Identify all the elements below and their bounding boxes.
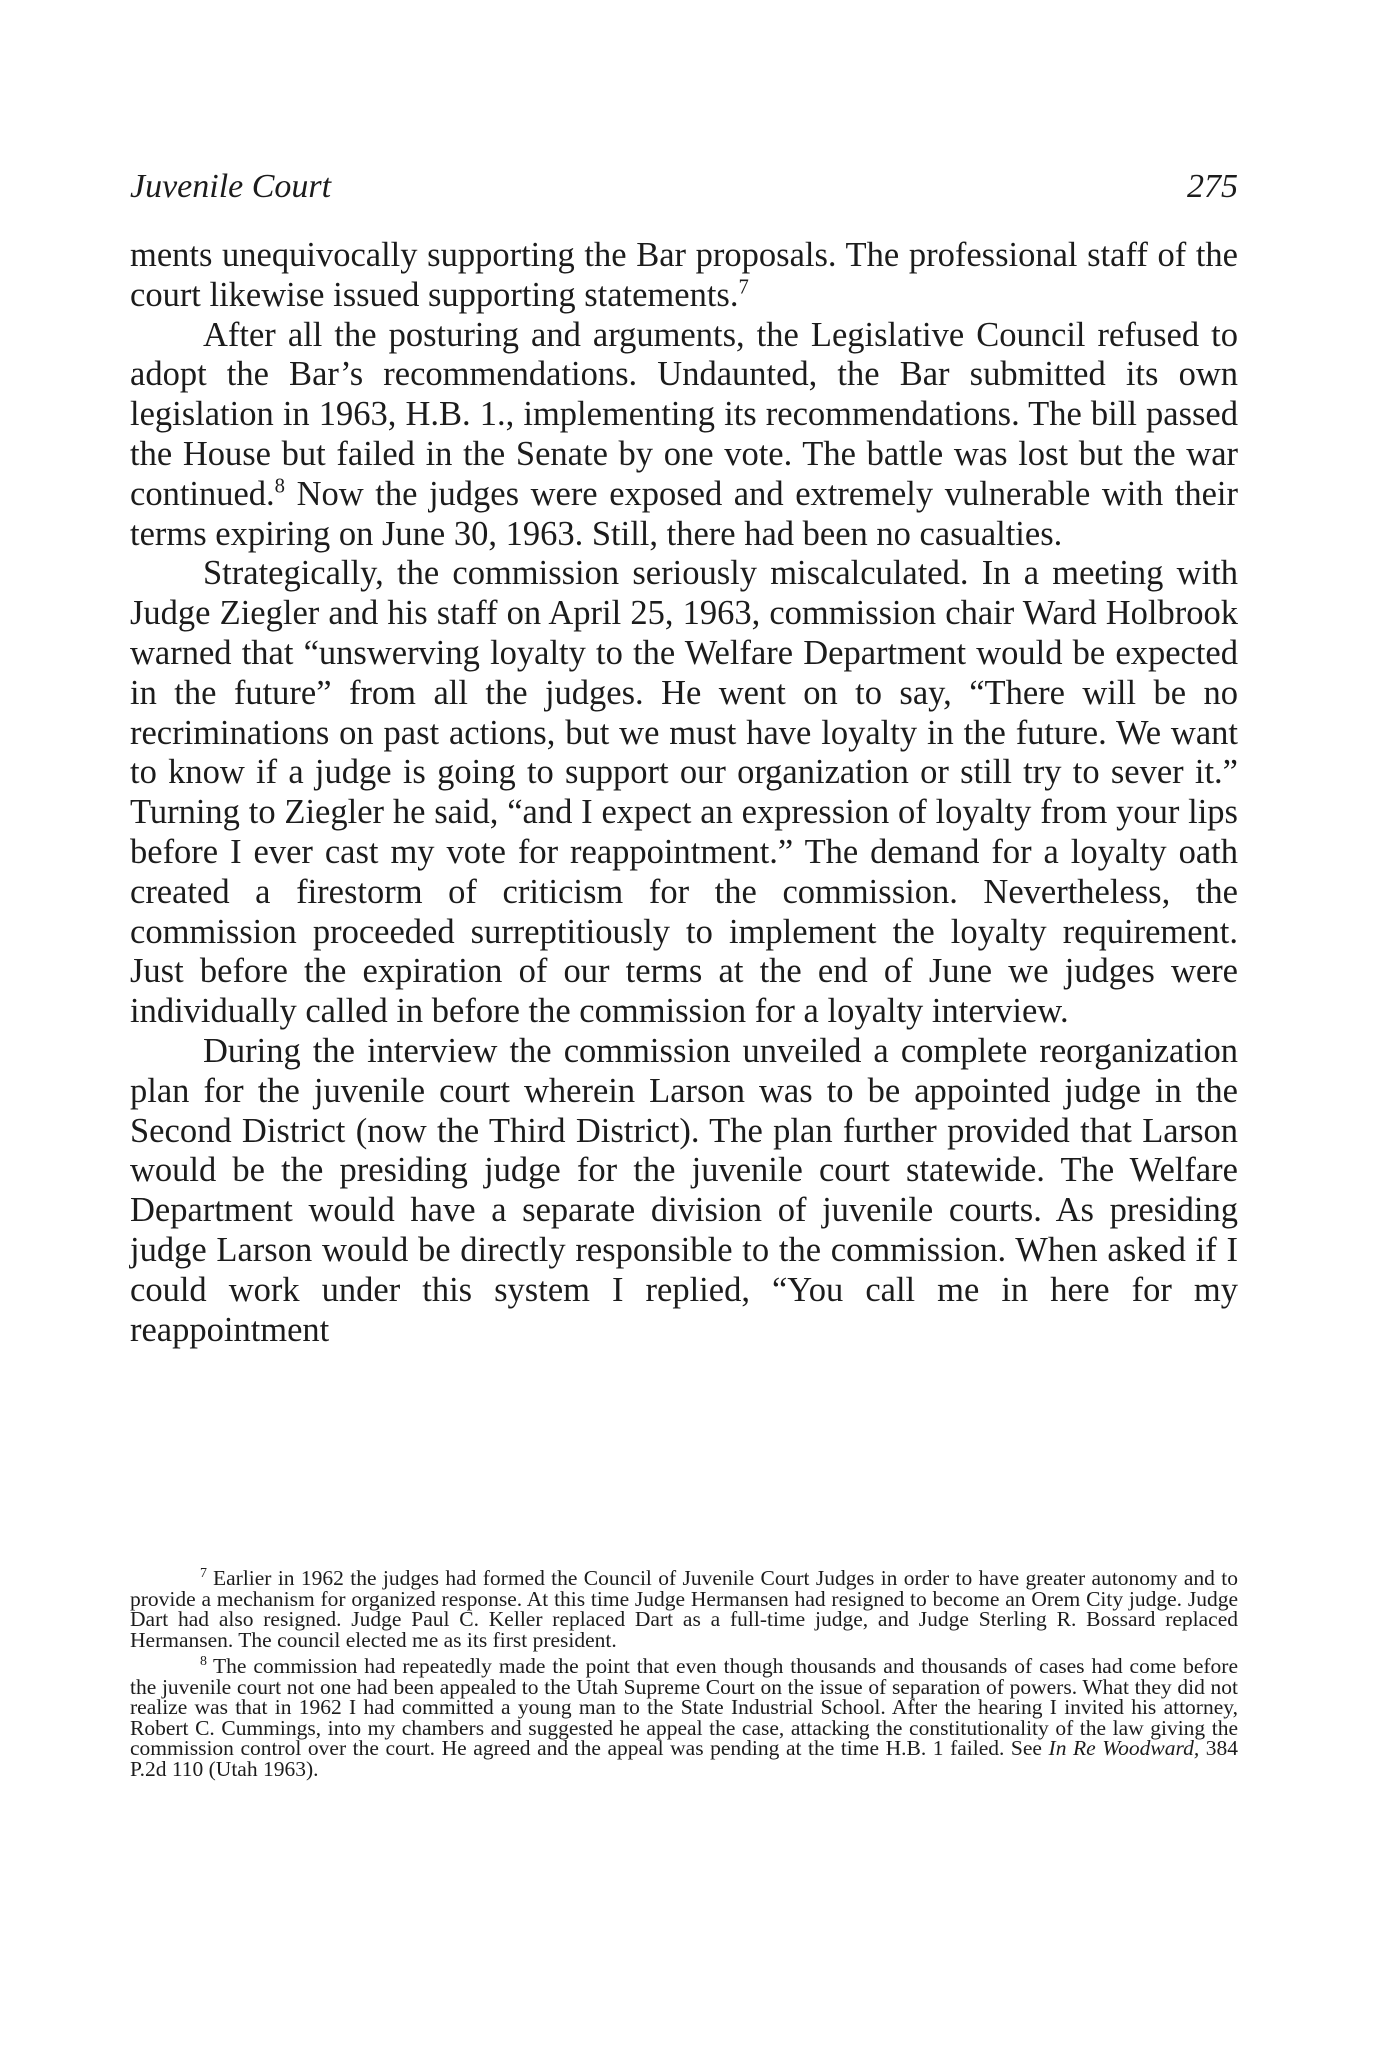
paragraph-continued	[130, 236, 1238, 316]
running-head: Juvenile Court	[130, 168, 332, 205]
footnote-text: Earlier in 1962 the judges had formed the Council of Juvenile Court Judges in order to have greater autonomy and to provide a mechanism for organized response. At this time Judge Hermansen had resigned to become an Orem City judge. Judge Dart had also resigned. Judge Paul C. Keller replaced Dart as a full-time judge, and Judge Sterling R. Bossard replaced Hermansen. The council elected me as its first president.	[130, 1566, 1238, 1652]
paragraph	[130, 316, 1238, 555]
page-header	[130, 168, 1238, 212]
body-text	[130, 236, 1238, 1350]
paragraph: Strategically, the commission seriously miscalculated. In a meeting with Judge Ziegler and his staff on April 25, 1963, commission chair Ward Holbrook warned that “unswerving loyalty to the Welfare Department would be expected in the future” from all the judges. He went on to say, “There will be no recriminations on past actions, but we must have loyalty in the future. We want to know if a judge is going to support our organization or still try to sever it.” Turning to Ziegler he said, “and I expect an expression of loyalty from your lips before I ever cast my vote for reappointment.” The demand for a loyalty oath created a firestorm of criticism for the commission. Nevertheless, the commission proceeded surreptitiously to implement the loyalty requirement. Just before the expiration of our terms at the end of June we judges were individually called in before the commission for a loyalty interview.	[130, 554, 1238, 1031]
footnote-marker: 8	[200, 1653, 207, 1669]
footnote-reference-7: 7	[738, 276, 749, 299]
paragraph-text: Now the judges were exposed and extremely vulnerable with their terms expiring on June 30, 1963. Still, there had been no casualties.	[130, 474, 1238, 553]
footnote-8	[130, 1653, 1239, 1781]
footnotes	[130, 1565, 1239, 1785]
footnote-text: The commission had repeatedly made the point that even though thousands and thousands of cases had come before the juvenile court not one had been appealed to the Utah Supreme Court on the issue of separation of powers. What they did not realize was that in 1962 I had committed a young man to the State Industrial School. After the hearing I invited his attorney, Robert C. Cummings, into my chambers and suggested he appeal the case, attacking the constitutionality of the law giving the commission control over the court. He agreed and the appeal was pending at the time H.B. 1 failed. See	[130, 1654, 1238, 1760]
page-number: 275	[1187, 168, 1238, 205]
case-citation: 384 P.2d 110 (Utah 1963).	[130, 1736, 1239, 1781]
paragraph: During the interview the commission unveiled a complete reorganization plan for the juvenile court wherein Larson was to be appointed judge in the Second District (now the Third District). The plan further provided that Larson would be the presiding judge for the juvenile court statewide. The Welfare Department would have a separate division of juvenile courts. As presiding judge Larson would be directly responsible to the commission. When asked if I could work under this system I replied, “You call me in here for my reappointment	[130, 1031, 1238, 1349]
footnote-7	[130, 1565, 1238, 1652]
footnote-marker: 7	[200, 1565, 207, 1581]
footnote-reference-8: 8	[274, 475, 286, 498]
paragraph-text: ments unequivocally supporting the Bar proposals. The professional staff of the court likewise issued supporting statements.	[130, 236, 1238, 314]
paragraph-text: After all the posturing and arguments, the Legislative Council refused to adopt the Bar’s recommendations. Undaunted, the Bar submitted its own legislation in 1963, H.B. 1., implementing its recommendations. The bill passed the House but failed in the Senate by one vote. The battle was lost but the war continued.	[130, 315, 1238, 513]
case-name: In Re Woodward,	[1048, 1736, 1200, 1760]
